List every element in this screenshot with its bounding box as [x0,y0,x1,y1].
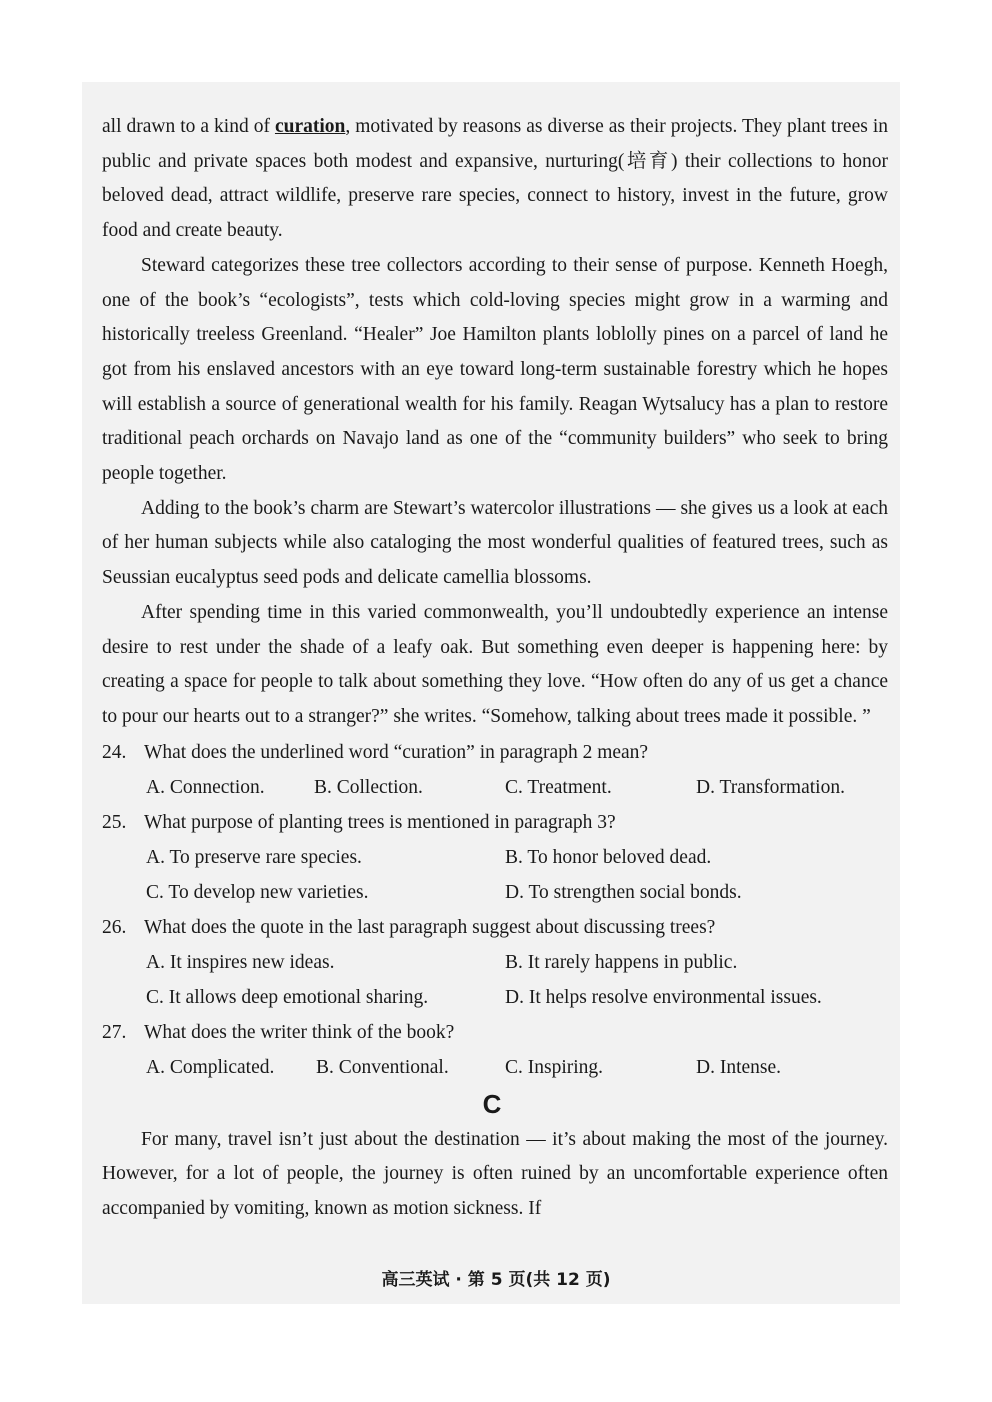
section-c-paragraph-1: For many, travel isn’t just about the destination — it’s about making the most of the journey. However, for a lot of people, the journey is often ruined by an uncomfortable experience often accompanied by vomiting, known as motion sickness. If [102,1128,888,1220]
question-number: 27. [102,1021,127,1043]
option-a[interactable]: A. Connection. [146,776,265,798]
option-c[interactable]: C. It allows deep emotional sharing. [146,986,429,1008]
question-27-options [102,1050,888,1085]
paragraph-text: all drawn to a kind of [102,116,275,137]
question-26-options-row-2 [102,980,888,1015]
passage-paragraph-5: After spending time in this varied commonwealth, you’ll undoubtedly experience an intense desire to rest under the shade of a leafy oak. But something even deeper is happening here: by creating a space for people to talk about something they love. “How often do any of us get a chance to pour our hearts out to a stranger?” she writes. “Somehow, talking about trees made it possible. ” [102,601,888,727]
passage-paragraph-2 [102,110,888,249]
option-b[interactable]: B. To honor beloved dead. [505,846,712,868]
question-24 [102,735,888,770]
option-d[interactable]: D. It helps resolve environmental issues. [505,986,822,1008]
option-c[interactable]: C. Inspiring. [505,1056,604,1078]
underlined-word-curation: curation [274,116,346,137]
option-b[interactable]: B. It rarely happens in public. [505,951,738,973]
option-a[interactable]: A. It inspires new ideas. [146,951,335,973]
option-d[interactable]: D. Intense. [696,1056,782,1078]
question-27 [102,1015,888,1050]
passage-paragraph-4: Adding to the book’s charm are Stewart’s watercolor illustrations — she gives us a look at each of her human subjects while also cataloging the most wonderful qualities of featured trees, such as Seussian eucalyptus seed pods and delicate camellia blossoms. [102,497,888,589]
question-number: 26. [102,916,127,938]
question-text: What purpose of planting trees is mentioned in paragraph 3? [144,811,616,833]
passage-paragraph-3: Steward categorizes these tree collectors according to their sense of purpose. Kenneth Hoegh, one of the book’s “ecologists”, tests which cold-loving species might grow in a warming and historically treeless Greenland. “Healer” Joe Hamilton plants loblolly pines on a parcel of land he got from his enslaved ancestors with an eye toward long-term sustainable forestry which he hopes will establish a source of generational wealth for his family. Reagan Wytsalucy has a plan to restore traditional peach orchards on Navajo land as one of the “community builders” who seek to bring people together. [102,254,888,485]
option-d[interactable]: D. Transformation. [696,776,845,798]
question-number: 24. [102,741,127,763]
option-b[interactable]: B. Collection. [314,776,423,798]
page-footer: 高三英试 · 第 5 页(共 12 页) [381,1270,611,1290]
question-26 [102,910,888,945]
section-heading-c: C [482,1088,502,1119]
question-25 [102,805,888,840]
paragraph-text: , motivated by reasons as diverse as their projects. They plant trees in public and private spaces both modest and expansive, nurturing(培育) their collections to honor beloved dead, attract wildlife, preserve rare species, connect to history, invest in the future, grow food and create beauty. [102,116,888,242]
option-d[interactable]: D. To strengthen social bonds. [505,881,742,903]
question-text: What does the quote in the last paragraph suggest about discussing trees? [144,916,716,938]
question-24-options [102,770,888,805]
option-a[interactable]: A. Complicated. [146,1056,275,1078]
question-26-options-row-1 [102,945,888,980]
question-number: 25. [102,811,127,833]
option-b[interactable]: B. Conventional. [316,1056,449,1078]
exam-content [102,110,888,1227]
option-c[interactable]: C. Treatment. [505,776,612,798]
option-c[interactable]: C. To develop new varieties. [146,881,369,903]
question-text: What does the writer think of the book? [144,1021,455,1043]
option-a[interactable]: A. To preserve rare species. [146,846,362,868]
question-25-options-row-2 [102,875,888,910]
question-text: What does the underlined word “curation” in paragraph 2 mean? [144,741,649,763]
question-25-options-row-1 [102,840,888,875]
